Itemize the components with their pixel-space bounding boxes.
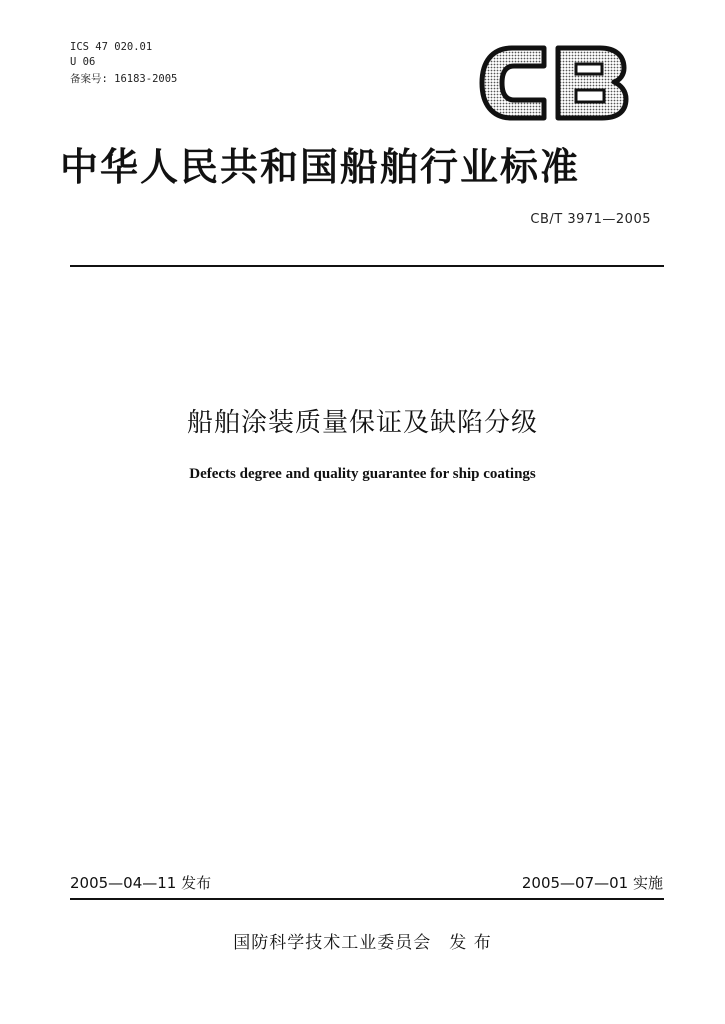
classification-code: U 06 bbox=[70, 56, 96, 68]
document-title-english: Defects degree and quality guarantee for ship coatings bbox=[189, 466, 536, 482]
issuer-action: 发 布 bbox=[449, 933, 492, 953]
issuer bbox=[0, 928, 725, 953]
org-title: 中华人民共和国船舶行业标准 bbox=[60, 145, 581, 189]
effective-date: 2005—07—01 实施 bbox=[521, 874, 663, 892]
document-title-chinese: 船舶涂装质量保证及缺陷分级 bbox=[186, 408, 538, 438]
cb-logo bbox=[478, 42, 630, 124]
top-divider bbox=[70, 265, 664, 267]
ics-code: ICS 47 020.01 bbox=[70, 41, 153, 53]
issue-date: 2005—04—11 发布 bbox=[70, 874, 212, 892]
standard-code: CB/T 3971—2005 bbox=[530, 212, 651, 227]
bottom-divider bbox=[70, 898, 664, 900]
record-number: 备案号: 16183-2005 bbox=[70, 73, 178, 85]
issuer-name: 国防科学技术工业委员会 bbox=[233, 933, 432, 953]
